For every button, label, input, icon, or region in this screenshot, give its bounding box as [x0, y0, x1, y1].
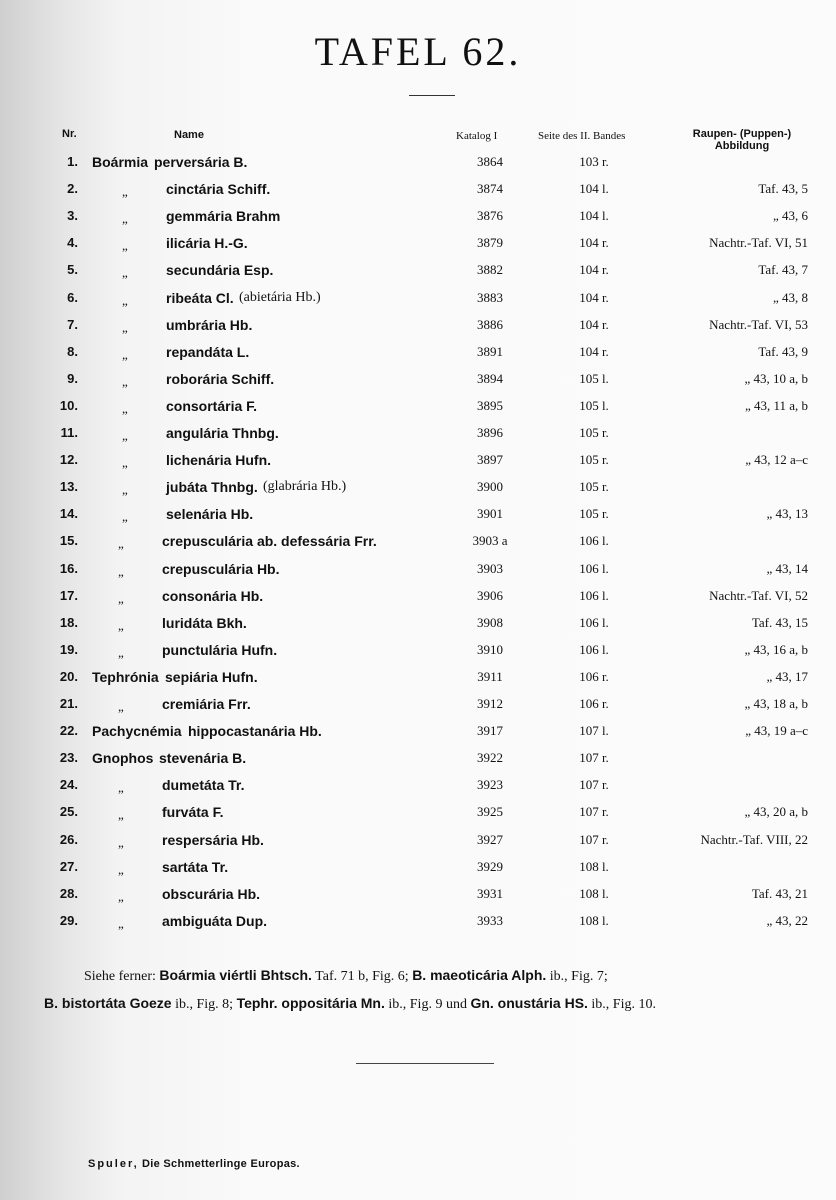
ditto-mark: „ — [122, 401, 128, 416]
figure-reference: Taf. 43, 7 — [758, 262, 808, 277]
ditto-mark: „ — [122, 238, 128, 253]
table-row — [0, 208, 836, 234]
page-reference: 108 l. — [579, 913, 609, 928]
table-row — [0, 750, 836, 776]
figure-reference: „ 43, 20 a, b — [744, 804, 808, 819]
page-reference: 105 l. — [579, 398, 609, 413]
note-text: ib., Fig. 9 und — [384, 997, 471, 1012]
table-row — [0, 561, 836, 587]
table-row — [0, 452, 836, 478]
row-number: 20. — [59, 669, 78, 684]
row-number: 11. — [60, 425, 78, 440]
figure-reference: Taf. 43, 5 — [758, 181, 808, 196]
row-number: 29. — [59, 913, 78, 928]
species-name: lichenária Hufn. — [166, 452, 272, 468]
header-abbildung — [682, 128, 802, 152]
species-name: cremiária Frr. — [162, 696, 251, 712]
note-species: Gn. onustária HS. — [470, 995, 588, 1011]
page-reference: 105 r. — [579, 452, 609, 467]
katalog-number: 3886 — [477, 317, 503, 332]
note-species: B. maeoticária Alph. — [412, 967, 547, 983]
ditto-mark: „ — [118, 645, 124, 660]
figure-reference: „ 43, 10 a, b — [744, 371, 808, 386]
species-name: angulária Thnbg. — [166, 425, 279, 441]
figure-reference: Taf. 43, 21 — [751, 886, 808, 901]
header-seite: Seite des II. Bandes — [538, 130, 626, 142]
page-title: TAFEL 62. — [314, 29, 522, 74]
note-text: ib., Fig. 8; — [171, 997, 237, 1012]
ditto-mark: „ — [122, 374, 128, 389]
ditto-mark: „ — [118, 591, 124, 606]
note-line-2 — [44, 990, 814, 1018]
note-text: Taf. 71 b, Fig. 6; — [311, 969, 413, 984]
katalog-number: 3912 — [477, 696, 503, 711]
species-name: crepusculária ab. defessária Frr. — [162, 533, 377, 549]
ditto-mark: „ — [122, 184, 128, 199]
figure-reference: „ 43, 12 a–c — [745, 452, 808, 467]
ditto-mark: „ — [118, 916, 124, 931]
table-row — [0, 913, 836, 939]
ditto-mark: „ — [122, 509, 128, 524]
row-number: 2. — [67, 181, 78, 196]
page-reference: 105 l. — [579, 371, 609, 386]
katalog-number: 3901 — [477, 506, 503, 521]
species-name: perversária B. — [154, 154, 248, 170]
page-reference: 106 l. — [579, 588, 609, 603]
species-name: ambiguáta Dup. — [162, 913, 268, 929]
ditto-mark: „ — [118, 889, 124, 904]
katalog-number: 3903 a — [472, 533, 508, 548]
table-row — [0, 506, 836, 532]
species-name: ilicária H.-G. — [166, 235, 248, 251]
species-name: obscurária Hb. — [162, 886, 261, 902]
page-reference: 105 r. — [579, 425, 609, 440]
page-reference: 107 r. — [579, 750, 609, 765]
figure-reference: „ 43, 11 a, b — [744, 398, 808, 413]
page-reference: 105 r. — [579, 506, 609, 521]
header-abbildung-line1: Raupen- (Puppen-) — [692, 128, 792, 140]
row-number: 16. — [59, 561, 78, 576]
header-abbildung-line2: Abbildung — [714, 140, 770, 152]
row-number: 21. — [59, 696, 78, 711]
katalog-number: 3896 — [477, 425, 503, 440]
table-row — [0, 317, 836, 343]
page-reference: 104 l. — [579, 181, 609, 196]
ditto-mark: „ — [122, 265, 128, 280]
ditto-mark: „ — [122, 455, 128, 470]
katalog-number: 3874 — [477, 181, 503, 196]
row-number: 1. — [67, 154, 78, 169]
katalog-number: 3882 — [477, 262, 503, 277]
figure-reference: „ 43, 8 — [772, 290, 808, 305]
species-name: gemmária Brahm — [166, 208, 281, 224]
katalog-number: 3897 — [477, 452, 503, 467]
row-number: 17. — [59, 588, 78, 603]
table-row — [0, 398, 836, 424]
bottom-divider — [356, 1063, 494, 1064]
katalog-number: 3903 — [477, 561, 503, 576]
species-name: ribeáta Cl. — [166, 290, 234, 306]
page-reference: 107 r. — [579, 804, 609, 819]
katalog-number: 3894 — [477, 371, 503, 386]
species-name: roborária Schiff. — [166, 371, 275, 387]
page-reference: 104 r. — [579, 235, 609, 250]
table-row — [0, 181, 836, 207]
page-reference: 106 r. — [579, 696, 609, 711]
page-reference: 107 l. — [579, 723, 609, 738]
figure-reference: „ 43, 13 — [766, 506, 808, 521]
publication-footer — [88, 1158, 300, 1170]
row-number: 26. — [59, 832, 78, 847]
species-name: repandáta L. — [166, 344, 250, 360]
page-reference: 104 r. — [579, 344, 609, 359]
ditto-mark: „ — [122, 482, 128, 497]
row-number: 25. — [59, 804, 78, 819]
note-species: Boármia viértli Bhtsch. — [159, 967, 312, 983]
page-reference: 103 r. — [579, 154, 609, 169]
page-reference: 104 r. — [579, 290, 609, 305]
row-number: 13. — [59, 479, 78, 494]
page-reference: 104 r. — [579, 262, 609, 277]
figure-reference: „ 43, 6 — [772, 208, 808, 223]
katalog-number: 3922 — [477, 750, 503, 765]
species-name: sepiária Hufn. — [165, 669, 258, 685]
katalog-number: 3931 — [477, 886, 503, 901]
species-name: jubáta Thnbg. — [166, 479, 258, 495]
figure-reference: Nachtr.-Taf. VI, 52 — [709, 588, 808, 603]
table-row — [0, 859, 836, 885]
katalog-number: 3908 — [477, 615, 503, 630]
ditto-mark: „ — [118, 862, 124, 877]
row-number: 18. — [59, 615, 78, 630]
note-species: Tephr. oppositária Mn. — [236, 995, 385, 1011]
page-reference: 108 l. — [579, 886, 609, 901]
katalog-number: 3879 — [477, 235, 503, 250]
page-reference: 104 l. — [579, 208, 609, 223]
table-row — [0, 235, 836, 261]
footer-work: Die Schmetterlinge Europas. — [138, 1158, 300, 1170]
row-number: 12. — [59, 452, 78, 467]
katalog-number: 3906 — [477, 588, 503, 603]
figure-reference: „ 43, 14 — [766, 561, 808, 576]
synonym: (glabrária Hb.) — [263, 479, 347, 494]
synonym: (abietária Hb.) — [239, 290, 321, 305]
figure-reference: „ 43, 22 — [766, 913, 808, 928]
species-name: sartáta Tr. — [162, 859, 229, 875]
header-katalog: Katalog I — [456, 130, 498, 142]
row-number: 5. — [67, 262, 78, 277]
ditto-mark: „ — [118, 780, 124, 795]
page-reference: 106 r. — [579, 669, 609, 684]
note-text: ib., Fig. 7; — [546, 969, 608, 984]
katalog-number: 3910 — [477, 642, 503, 657]
row-number: 10. — [59, 398, 78, 413]
row-number: 19. — [59, 642, 78, 657]
species-name: furváta F. — [162, 804, 224, 820]
table-row — [0, 886, 836, 912]
ditto-mark: „ — [122, 428, 128, 443]
ditto-mark: „ — [122, 320, 128, 335]
row-number: 14. — [59, 506, 78, 521]
page-reference: 104 r. — [579, 317, 609, 332]
katalog-number: 3900 — [477, 479, 503, 494]
footer-author: Spuler, — [88, 1158, 139, 1170]
figure-reference: „ 43, 18 a, b — [744, 696, 808, 711]
figure-reference: Taf. 43, 9 — [758, 344, 808, 359]
page-reference: 106 l. — [579, 533, 609, 548]
figure-reference: Nachtr.-Taf. VI, 53 — [709, 317, 808, 332]
species-name: cinctária Schiff. — [166, 181, 271, 197]
katalog-number: 3925 — [477, 804, 503, 819]
table-row — [0, 425, 836, 451]
footnote-see-also — [44, 962, 814, 1018]
species-name: luridáta Bkh. — [162, 615, 247, 631]
katalog-number: 3927 — [477, 832, 503, 847]
katalog-number: 3911 — [477, 669, 503, 684]
table-row — [0, 588, 836, 614]
genus-name: Boármia — [92, 154, 149, 170]
species-name: selenária Hb. — [166, 506, 254, 522]
figure-reference: Nachtr.-Taf. VI, 51 — [709, 235, 808, 250]
genus-name: Gnophos — [92, 750, 154, 766]
note-species: B. bistortáta Goeze — [44, 995, 172, 1011]
table-row — [0, 371, 836, 397]
header-name: Name — [174, 129, 204, 141]
table-row — [0, 804, 836, 830]
page-reference: 106 l. — [579, 642, 609, 657]
row-number: 27. — [59, 859, 78, 874]
katalog-number: 3917 — [477, 723, 503, 738]
row-number: 28. — [59, 886, 78, 901]
page-reference: 105 r. — [579, 479, 609, 494]
row-number: 3. — [67, 208, 78, 223]
ditto-mark: „ — [118, 618, 124, 633]
species-name: umbrária Hb. — [166, 317, 253, 333]
katalog-number: 3876 — [477, 208, 503, 223]
figure-reference: Nachtr.-Taf. VIII, 22 — [700, 832, 808, 847]
row-number: 6. — [67, 290, 78, 305]
table-row — [0, 479, 836, 505]
table-row — [0, 533, 836, 559]
table-row — [0, 615, 836, 641]
katalog-number: 3891 — [477, 344, 503, 359]
table-row — [0, 344, 836, 370]
title-divider — [409, 95, 455, 96]
ditto-mark: „ — [118, 536, 124, 551]
table-row — [0, 642, 836, 668]
ditto-mark: „ — [118, 564, 124, 579]
species-name: respersária Hb. — [162, 832, 264, 848]
header-nr: Nr. — [62, 128, 77, 140]
ditto-mark: „ — [118, 835, 124, 850]
page-reference: 108 l. — [579, 859, 609, 874]
row-number: 23. — [59, 750, 78, 765]
species-name: dumetáta Tr. — [162, 777, 245, 793]
row-number: 4. — [67, 235, 78, 250]
katalog-number: 3895 — [477, 398, 503, 413]
figure-reference: „ 43, 17 — [766, 669, 808, 684]
species-name: punctulária Hufn. — [162, 642, 278, 658]
row-number: 15. — [59, 533, 78, 548]
species-name: consonária Hb. — [162, 588, 264, 604]
ditto-mark: „ — [118, 699, 124, 714]
katalog-number: 3929 — [477, 859, 503, 874]
katalog-number: 3864 — [477, 154, 503, 169]
species-name: consortária F. — [166, 398, 258, 414]
genus-name: Tephrónia — [92, 669, 159, 685]
genus-name: Pachycnémia — [92, 723, 182, 739]
page-reference: 107 r. — [579, 777, 609, 792]
species-name: stevenária B. — [159, 750, 247, 766]
table-row — [0, 832, 836, 858]
figure-reference: Taf. 43, 15 — [751, 615, 808, 630]
row-number: 7. — [67, 317, 78, 332]
katalog-number: 3883 — [477, 290, 503, 305]
note-text: ib., Fig. 10. — [587, 997, 656, 1012]
species-name: crepusculária Hb. — [162, 561, 280, 577]
table-row — [0, 723, 836, 749]
ditto-mark: „ — [122, 211, 128, 226]
page-reference: 106 l. — [579, 561, 609, 576]
table-row — [0, 262, 836, 288]
table-row — [0, 290, 836, 316]
table-row — [0, 154, 836, 180]
row-number: 9. — [67, 371, 78, 386]
figure-reference: „ 43, 19 a–c — [745, 723, 808, 738]
row-number: 8. — [67, 344, 78, 359]
ditto-mark: „ — [122, 293, 128, 308]
table-row — [0, 669, 836, 695]
ditto-mark: „ — [118, 807, 124, 822]
katalog-number: 3923 — [477, 777, 503, 792]
table-row — [0, 696, 836, 722]
row-number: 22. — [59, 723, 78, 738]
species-name: hippocastanária Hb. — [188, 723, 322, 739]
ditto-mark: „ — [122, 347, 128, 362]
page-reference: 106 l. — [579, 615, 609, 630]
figure-reference: „ 43, 16 a, b — [744, 642, 808, 657]
row-number: 24. — [59, 777, 78, 792]
katalog-number: 3933 — [477, 913, 503, 928]
species-name: secundária Esp. — [166, 262, 274, 278]
table-row — [0, 777, 836, 803]
note-text: Siehe ferner: — [84, 969, 160, 984]
page-reference: 107 r. — [579, 832, 609, 847]
